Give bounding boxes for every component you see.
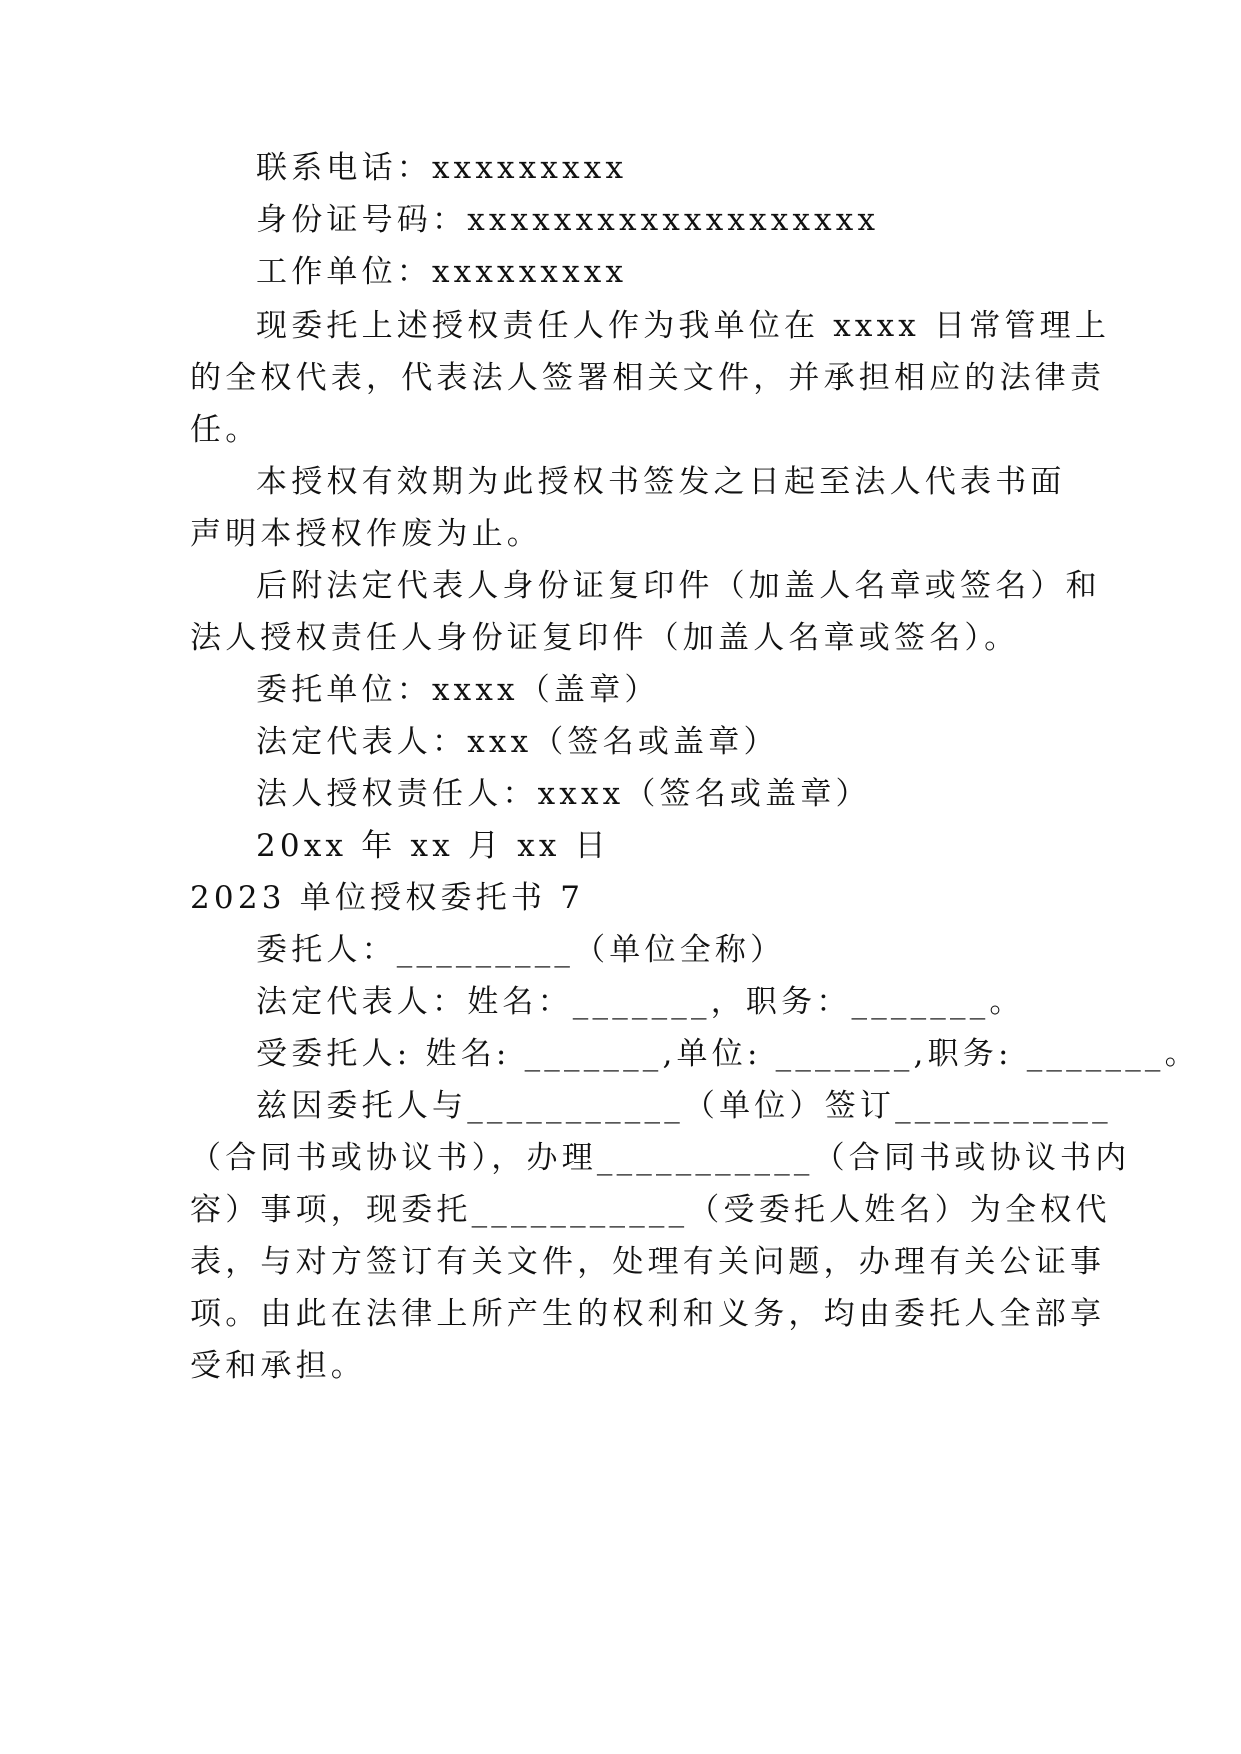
work-unit-line: 工作单位：xxxxxxxxx	[256, 254, 628, 290]
paragraph-line: 项。由此在法律上所产生的权利和义务，均由委托人全部享	[190, 1296, 1106, 1332]
paragraph-line: 法人授权责任人身份证复印件（加盖人名章或签名）。	[190, 620, 1020, 656]
agent-line: 受委托人: 姓名: _______,单位: _______,职务: _______。	[256, 1036, 1200, 1072]
contact-phone-line: 联系电话：xxxxxxxxx	[256, 150, 628, 186]
paragraph-line: 兹因委托人与___________（单位）签订___________	[256, 1088, 1112, 1124]
paragraph-line: 表，与对方签订有关文件，处理有关问题，办理有关公证事	[190, 1244, 1106, 1280]
entrusting-unit-line: 委托单位：xxxx（盖章）	[256, 672, 660, 708]
paragraph-line: 受和承担。	[190, 1348, 366, 1384]
paragraph-line: 任。	[190, 412, 261, 448]
principal-line: 委托人：_________（单位全称）	[256, 932, 786, 968]
id-number-line: 身份证号码：xxxxxxxxxxxxxxxxxxx	[256, 202, 880, 238]
paragraph-line: （合同书或协议书），办理___________（合同书或协议书内	[190, 1140, 1131, 1176]
paragraph-line: 声明本授权作废为止。	[190, 516, 542, 552]
paragraph-line: 后附法定代表人身份证复印件（加盖人名章或签名）和	[256, 568, 1101, 604]
legal-representative-name-line: 法定代表人：姓名：_______，职务：_______。	[256, 984, 1025, 1020]
paragraph-line: 本授权有效期为此授权书签发之日起至法人代表书面	[256, 464, 1066, 500]
paragraph-line: 容）事项，现委托___________（受委托人姓名）为全权代	[190, 1192, 1111, 1228]
section-title: 2023 单位授权委托书 7	[190, 880, 585, 916]
legal-representative-line: 法定代表人：xxx（签名或盖章）	[256, 724, 779, 760]
paragraph-line: 现委托上述授权责任人作为我单位在 xxxx 日常管理上	[256, 308, 1111, 344]
date-line: 20xx 年 xx 月 xx 日	[256, 828, 610, 864]
authorized-person-line: 法人授权责任人：xxxx（签名或盖章）	[256, 776, 871, 812]
paragraph-line: 的全权代表，代表法人签署相关文件，并承担相应的法律责	[190, 360, 1106, 396]
